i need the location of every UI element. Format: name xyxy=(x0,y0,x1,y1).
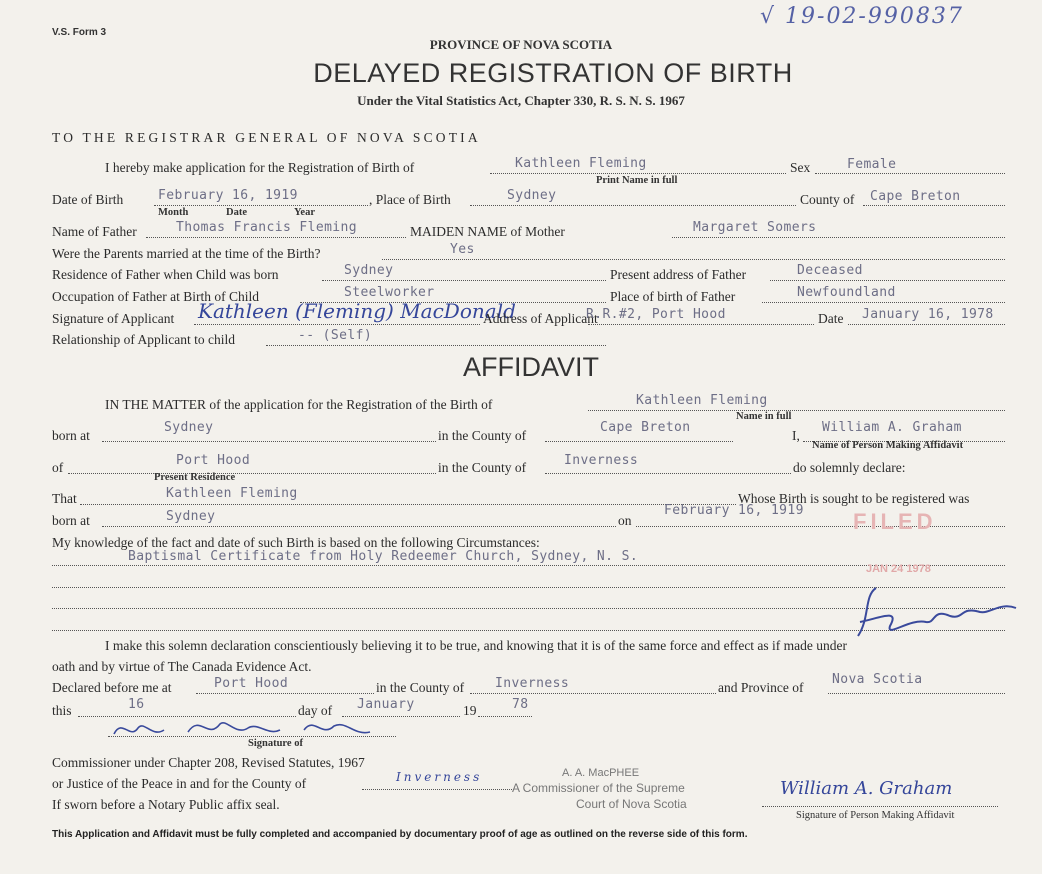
county-label-3: in the County of xyxy=(438,460,527,475)
father-pob-label: Place of birth of Father xyxy=(610,289,736,304)
father-address-field[interactable]: Deceased xyxy=(797,263,863,278)
relationship-field[interactable]: -- (Self) xyxy=(298,328,373,343)
filed-stamp: FILED xyxy=(853,509,937,534)
mother-field[interactable]: Margaret Somers xyxy=(693,220,817,235)
registrar-signature-icon xyxy=(840,578,1030,648)
father-pob-field[interactable]: Newfoundland xyxy=(797,285,896,300)
month-field[interactable]: January xyxy=(357,697,415,712)
name-hint: Name in full xyxy=(736,411,792,422)
page-title: DELAYED REGISTRATION OF BIRTH xyxy=(313,58,793,88)
sex-label: Sex xyxy=(790,160,811,175)
matter-label: IN THE MATTER of the application for the Registration of the Birth of xyxy=(105,397,493,412)
declare-label: do solemnly declare: xyxy=(793,460,906,475)
filed-date: JAN 24 1978 xyxy=(866,563,931,575)
affiant-hint: Name of Person Making Affidavit xyxy=(812,440,964,451)
solemn-line-1: I make this solemn declaration conscientiously believing it to be true, and knowing that it is of the same force and effect as if made under xyxy=(105,638,848,653)
dob-field[interactable]: February 16, 1919 xyxy=(158,188,298,203)
mother-label: MAIDEN NAME of Mother xyxy=(410,224,565,239)
affiant-signature-label: Signature of Person Making Affidavit xyxy=(796,810,955,821)
married-field[interactable]: Yes xyxy=(450,242,475,257)
father-label: Name of Father xyxy=(52,224,137,239)
commissioner-line-1: Commissioner under Chapter 208, Revised Statutes, 1967 xyxy=(52,755,365,770)
commissioner-line-2: or Justice of the Peace in and for the County of xyxy=(52,776,307,791)
applicant-address-field[interactable]: R.R.#2, Port Hood xyxy=(586,307,726,322)
day-of-label: day of xyxy=(298,703,333,718)
sex-field[interactable]: Female xyxy=(847,157,897,172)
that-name-field[interactable]: Kathleen Fleming xyxy=(166,486,298,501)
form-id: V.S. Form 3 xyxy=(52,27,107,38)
year-hint: Year xyxy=(294,207,315,218)
date-label: Date xyxy=(818,311,844,326)
commissioner-stamp-line-1: A Commissioner of the Supreme xyxy=(512,781,685,795)
addressee: TO THE REGISTRAR GENERAL OF NOVA SCOTIA xyxy=(52,130,481,145)
father-residence-field[interactable]: Sydney xyxy=(344,263,394,278)
dob-label: Date of Birth xyxy=(52,192,124,207)
solemn-line-2: oath and by virtue of The Canada Evidence Act. xyxy=(52,659,312,674)
application-intro: I hereby make application for the Registration of Birth of xyxy=(105,160,415,175)
whose-birth-label: Whose Birth is sought to be registered was xyxy=(738,491,970,506)
father-occupation-field[interactable]: Steelworker xyxy=(344,285,435,300)
declared-label: Declared before me at xyxy=(52,680,172,695)
page-subtitle: Under the Vital Statistics Act, Chapter 330, R. S. N. S. 1967 xyxy=(357,93,685,108)
commissioner-line-3: If sworn before a Notary Public affix seal. xyxy=(52,797,280,812)
residence-field[interactable]: Port Hood xyxy=(176,453,251,468)
year-field[interactable]: 78 xyxy=(512,697,529,712)
father-occupation-label: Occupation of Father at Birth of Child xyxy=(52,289,259,304)
footer-note: This Application and Affidavit must be fully completed and accompanied by documentary proof of age as outlined on the reverse side of this form. xyxy=(52,829,748,840)
of-label: of xyxy=(52,460,64,475)
signature-of-label: Signature of xyxy=(248,738,303,749)
county-field[interactable]: Cape Breton xyxy=(870,189,961,204)
affidavit-name-field[interactable]: Kathleen Fleming xyxy=(636,393,768,408)
affiant-signature[interactable]: William A. Graham xyxy=(780,778,953,799)
father-residence-label: Residence of Father when Child was born xyxy=(52,267,279,282)
i-label: I, xyxy=(792,428,800,443)
county-label: County of xyxy=(800,192,855,207)
affidavit-heading: AFFIDAVIT xyxy=(462,352,599,382)
born-at-field[interactable]: Sydney xyxy=(164,420,214,435)
date-hint: Date xyxy=(226,207,247,218)
commissioner-stamp-line-2: Court of Nova Scotia xyxy=(576,797,687,811)
affiant-field[interactable]: William A. Graham xyxy=(822,420,962,435)
child-name-field[interactable]: Kathleen Fleming xyxy=(515,156,647,171)
commissioner-county-field[interactable]: Inverness xyxy=(396,770,483,784)
married-label: Were the Parents married at the time of the Birth? xyxy=(52,246,321,261)
province-label: and Province of xyxy=(718,680,804,695)
print-name-hint: Print Name in full xyxy=(596,175,678,186)
on-label: on xyxy=(618,513,632,528)
circumstance-field[interactable]: Baptismal Certificate from Holy Redeemer Church, Sydney, N. S. xyxy=(128,549,639,564)
county-label-4: in the County of xyxy=(376,680,465,695)
father-field[interactable]: Thomas Francis Fleming xyxy=(176,220,357,235)
province-field[interactable]: Nova Scotia xyxy=(832,672,923,687)
pob-field[interactable]: Sydney xyxy=(507,188,557,203)
born-at-label: born at xyxy=(52,428,90,443)
declared-at-field[interactable]: Port Hood xyxy=(214,676,289,691)
residence-hint: Present Residence xyxy=(154,472,236,483)
applicant-signature-label: Signature of Applicant xyxy=(52,311,175,326)
on-date-field[interactable]: February 16, 1919 xyxy=(664,503,804,518)
month-hint: Month xyxy=(158,207,189,218)
knowledge-label: My knowledge of the fact and date of such Birth is based on the following Circumstances: xyxy=(52,535,540,550)
day-field[interactable]: 16 xyxy=(128,697,145,712)
born-at-field-2[interactable]: Sydney xyxy=(166,509,216,524)
this-label: this xyxy=(52,703,72,718)
born-at-label-2: born at xyxy=(52,513,90,528)
application-date-field[interactable]: January 16, 1978 xyxy=(862,307,994,322)
county-label-2: in the County of xyxy=(438,428,527,443)
registration-number: √ 19-02-990837 xyxy=(760,4,964,29)
year-prefix: 19 xyxy=(463,703,477,718)
applicant-signature[interactable]: Kathleen (Fleming) MacDonald xyxy=(198,299,516,323)
applicant-address-label: Address of Applicant xyxy=(483,311,598,326)
affidavit-county-field[interactable]: Cape Breton xyxy=(600,420,691,435)
father-address-label: Present address of Father xyxy=(610,267,747,282)
declared-county-field[interactable]: Inverness xyxy=(495,676,570,691)
pob-label: , Place of Birth xyxy=(369,192,451,207)
province-heading: PROVINCE OF NOVA SCOTIA xyxy=(429,37,613,52)
that-label: That xyxy=(52,491,77,506)
commissioner-stamp-name: A. A. MacPHEE xyxy=(562,767,640,779)
relationship-label: Relationship of Applicant to child xyxy=(52,332,235,347)
residence-county-field[interactable]: Inverness xyxy=(564,453,639,468)
